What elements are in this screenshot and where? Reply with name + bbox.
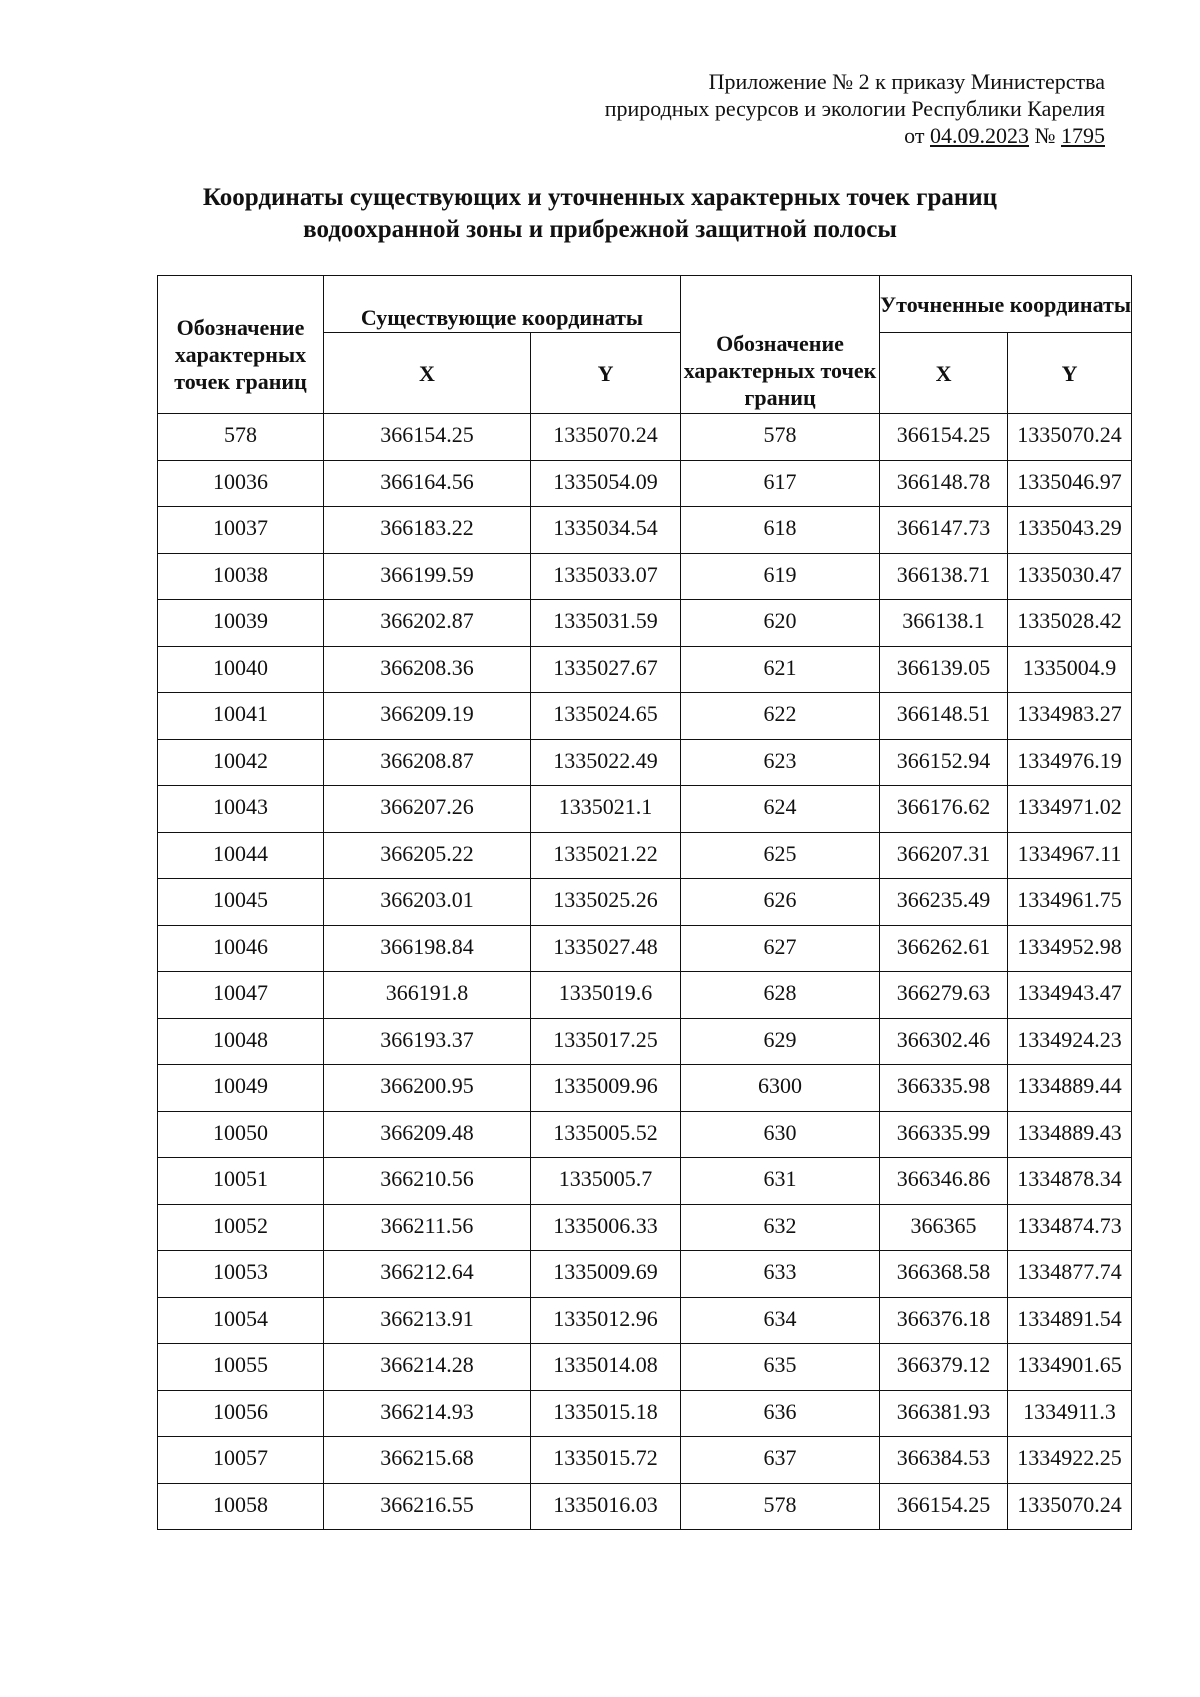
- table-row: [158, 414, 1132, 461]
- table-row: [158, 507, 1132, 554]
- existing-x: 366164.56: [324, 460, 531, 507]
- point-id-refined: 6300: [681, 1065, 880, 1112]
- point-id-existing: 578: [158, 414, 324, 461]
- refined-x: 366235.49: [880, 879, 1008, 926]
- table-row: [158, 1018, 1132, 1065]
- point-id-existing: 10054: [158, 1297, 324, 1344]
- point-id-existing: 10056: [158, 1390, 324, 1437]
- table-header-row-1: [158, 276, 1132, 333]
- refined-x: 366379.12: [880, 1344, 1008, 1391]
- refined-x: 366376.18: [880, 1297, 1008, 1344]
- refined-y: 1334891.54: [1008, 1297, 1132, 1344]
- table-row: [158, 553, 1132, 600]
- existing-y: 1335024.65: [531, 693, 681, 740]
- existing-x: 366209.19: [324, 693, 531, 740]
- point-id-refined: 578: [681, 414, 880, 461]
- point-id-existing: 10048: [158, 1018, 324, 1065]
- point-id-refined: 618: [681, 507, 880, 554]
- point-id-existing: 10053: [158, 1251, 324, 1298]
- point-id-existing: 10046: [158, 925, 324, 972]
- existing-x: 366202.87: [324, 600, 531, 647]
- refined-y: 1335070.24: [1008, 1483, 1132, 1530]
- refined-y: 1334967.11: [1008, 832, 1132, 879]
- point-id-existing: 10047: [158, 972, 324, 1019]
- refined-x: 366207.31: [880, 832, 1008, 879]
- existing-y: 1335009.96: [531, 1065, 681, 1112]
- table-row: [158, 646, 1132, 693]
- refined-y: 1334961.75: [1008, 879, 1132, 926]
- refined-y: 1334877.74: [1008, 1251, 1132, 1298]
- point-id-refined: 578: [681, 1483, 880, 1530]
- point-id-refined: 633: [681, 1251, 880, 1298]
- header-refined-x: X: [880, 333, 1008, 414]
- refined-y: 1334889.43: [1008, 1111, 1132, 1158]
- refined-y: 1334889.44: [1008, 1065, 1132, 1112]
- refined-y: 1334874.73: [1008, 1204, 1132, 1251]
- existing-x: 366199.59: [324, 553, 531, 600]
- refined-y: 1334976.19: [1008, 739, 1132, 786]
- existing-y: 1335015.72: [531, 1437, 681, 1484]
- point-id-existing: 10049: [158, 1065, 324, 1112]
- table-row: [158, 879, 1132, 926]
- table-row: [158, 832, 1132, 879]
- refined-x: 366302.46: [880, 1018, 1008, 1065]
- existing-y: 1335021.1: [531, 786, 681, 833]
- point-id-refined: 619: [681, 553, 880, 600]
- existing-x: 366154.25: [324, 414, 531, 461]
- refined-x: 366346.86: [880, 1158, 1008, 1205]
- header-existing-coordinates: Существующие координаты: [324, 276, 681, 333]
- refined-x: 366152.94: [880, 739, 1008, 786]
- existing-y: 1335022.49: [531, 739, 681, 786]
- refined-x: 366147.73: [880, 507, 1008, 554]
- order-number: 1795: [1061, 123, 1105, 148]
- existing-x: 366208.36: [324, 646, 531, 693]
- table-row: [158, 1437, 1132, 1484]
- refined-y: 1334983.27: [1008, 693, 1132, 740]
- refined-x: 366138.1: [880, 600, 1008, 647]
- header-number-prefix: №: [1029, 123, 1061, 148]
- refined-x: 366154.25: [880, 414, 1008, 461]
- point-id-refined: 630: [681, 1111, 880, 1158]
- existing-y: 1335054.09: [531, 460, 681, 507]
- existing-x: 366193.37: [324, 1018, 531, 1065]
- refined-x: 366335.98: [880, 1065, 1008, 1112]
- existing-y: 1335016.03: [531, 1483, 681, 1530]
- point-id-existing: 10050: [158, 1111, 324, 1158]
- table-row: [158, 739, 1132, 786]
- refined-y: 1334901.65: [1008, 1344, 1132, 1391]
- existing-x: 366208.87: [324, 739, 531, 786]
- refined-x: 366279.63: [880, 972, 1008, 1019]
- existing-x: 366200.95: [324, 1065, 531, 1112]
- order-date: 04.09.2023: [930, 123, 1029, 148]
- existing-y: 1335033.07: [531, 553, 681, 600]
- refined-x: 366368.58: [880, 1251, 1008, 1298]
- point-id-existing: 10055: [158, 1344, 324, 1391]
- existing-x: 366216.55: [324, 1483, 531, 1530]
- document-header: [605, 68, 1105, 149]
- existing-x: 366183.22: [324, 507, 531, 554]
- table-row: [158, 600, 1132, 647]
- table-row: [158, 1344, 1132, 1391]
- existing-x: 366198.84: [324, 925, 531, 972]
- table-body: [158, 414, 1132, 1530]
- table-row: [158, 1251, 1132, 1298]
- existing-x: 366213.91: [324, 1297, 531, 1344]
- refined-x: 366384.53: [880, 1437, 1008, 1484]
- header-point-designation-left: Обозначение характерных точек границ: [158, 276, 324, 414]
- existing-x: 366191.8: [324, 972, 531, 1019]
- point-id-refined: 623: [681, 739, 880, 786]
- existing-y: 1335070.24: [531, 414, 681, 461]
- point-id-existing: 10052: [158, 1204, 324, 1251]
- point-id-existing: 10044: [158, 832, 324, 879]
- refined-x: 366365: [880, 1204, 1008, 1251]
- point-id-refined: 635: [681, 1344, 880, 1391]
- refined-y: 1335028.42: [1008, 600, 1132, 647]
- refined-y: 1334924.23: [1008, 1018, 1132, 1065]
- header-refined-coordinates: Уточненные координаты: [880, 276, 1132, 333]
- point-id-refined: 629: [681, 1018, 880, 1065]
- existing-x: 366210.56: [324, 1158, 531, 1205]
- point-id-refined: 621: [681, 646, 880, 693]
- refined-x: 366381.93: [880, 1390, 1008, 1437]
- refined-y: 1335004.9: [1008, 646, 1132, 693]
- point-id-refined: 624: [681, 786, 880, 833]
- point-id-existing: 10043: [158, 786, 324, 833]
- refined-y: 1335070.24: [1008, 414, 1132, 461]
- existing-y: 1335027.67: [531, 646, 681, 693]
- header-existing-y: Y: [531, 333, 681, 414]
- point-id-existing: 10058: [158, 1483, 324, 1530]
- refined-y: 1335030.47: [1008, 553, 1132, 600]
- existing-y: 1335034.54: [531, 507, 681, 554]
- existing-x: 366207.26: [324, 786, 531, 833]
- refined-x: 366176.62: [880, 786, 1008, 833]
- point-id-existing: 10041: [158, 693, 324, 740]
- point-id-refined: 634: [681, 1297, 880, 1344]
- table-row: [158, 972, 1132, 1019]
- point-id-refined: 620: [681, 600, 880, 647]
- existing-x: 366205.22: [324, 832, 531, 879]
- existing-y: 1335005.52: [531, 1111, 681, 1158]
- refined-x: 366148.51: [880, 693, 1008, 740]
- coordinates-table: [157, 275, 1132, 1530]
- existing-x: 366203.01: [324, 879, 531, 926]
- header-line-3: [605, 122, 1105, 149]
- existing-y: 1335006.33: [531, 1204, 681, 1251]
- refined-x: 366148.78: [880, 460, 1008, 507]
- table-row: [158, 1483, 1132, 1530]
- existing-x: 366214.28: [324, 1344, 531, 1391]
- refined-y: 1334952.98: [1008, 925, 1132, 972]
- refined-x: 366335.99: [880, 1111, 1008, 1158]
- refined-y: 1335043.29: [1008, 507, 1132, 554]
- refined-x: 366262.61: [880, 925, 1008, 972]
- table-row: [158, 693, 1132, 740]
- point-id-refined: 637: [681, 1437, 880, 1484]
- table-row: [158, 460, 1132, 507]
- point-id-existing: 10040: [158, 646, 324, 693]
- header-date-prefix: от: [904, 123, 930, 148]
- point-id-refined: 628: [681, 972, 880, 1019]
- existing-y: 1335009.69: [531, 1251, 681, 1298]
- point-id-existing: 10037: [158, 507, 324, 554]
- point-id-refined: 626: [681, 879, 880, 926]
- refined-y: 1334878.34: [1008, 1158, 1132, 1205]
- header-point-designation-right: Обозначение характерных точек границ: [681, 276, 880, 414]
- title-line-2: водоохранной зоны и прибрежной защитной полосы: [303, 216, 897, 243]
- existing-x: 366209.48: [324, 1111, 531, 1158]
- refined-y: 1334971.02: [1008, 786, 1132, 833]
- point-id-refined: 617: [681, 460, 880, 507]
- existing-y: 1335019.6: [531, 972, 681, 1019]
- existing-y: 1335021.22: [531, 832, 681, 879]
- point-id-refined: 632: [681, 1204, 880, 1251]
- refined-x: 366139.05: [880, 646, 1008, 693]
- existing-y: 1335027.48: [531, 925, 681, 972]
- point-id-existing: 10045: [158, 879, 324, 926]
- table-row: [158, 786, 1132, 833]
- existing-y: 1335014.08: [531, 1344, 681, 1391]
- existing-x: 366215.68: [324, 1437, 531, 1484]
- header-line-1: Приложение № 2 к приказу Министерства: [708, 69, 1105, 94]
- refined-y: 1334911.3: [1008, 1390, 1132, 1437]
- refined-y: 1335046.97: [1008, 460, 1132, 507]
- point-id-refined: 627: [681, 925, 880, 972]
- refined-y: 1334943.47: [1008, 972, 1132, 1019]
- point-id-existing: 10051: [158, 1158, 324, 1205]
- point-id-existing: 10039: [158, 600, 324, 647]
- table-row: [158, 1158, 1132, 1205]
- point-id-existing: 10038: [158, 553, 324, 600]
- table-row: [158, 1065, 1132, 1112]
- existing-x: 366214.93: [324, 1390, 531, 1437]
- point-id-existing: 10036: [158, 460, 324, 507]
- header-refined-y: Y: [1008, 333, 1132, 414]
- refined-x: 366138.71: [880, 553, 1008, 600]
- refined-x: 366154.25: [880, 1483, 1008, 1530]
- table-row: [158, 1111, 1132, 1158]
- title-line-1: Координаты существующих и уточненных характерных точек границ: [202, 184, 998, 211]
- table-row: [158, 1390, 1132, 1437]
- existing-y: 1335025.26: [531, 879, 681, 926]
- existing-y: 1335005.7: [531, 1158, 681, 1205]
- refined-y: 1334922.25: [1008, 1437, 1132, 1484]
- existing-y: 1335017.25: [531, 1018, 681, 1065]
- point-id-refined: 625: [681, 832, 880, 879]
- header-line-2: природных ресурсов и экологии Республики Карелия: [604, 96, 1105, 121]
- existing-x: 366211.56: [324, 1204, 531, 1251]
- point-id-existing: 10057: [158, 1437, 324, 1484]
- table-row: [158, 925, 1132, 972]
- existing-y: 1335012.96: [531, 1297, 681, 1344]
- header-existing-x: X: [324, 333, 531, 414]
- existing-x: 366212.64: [324, 1251, 531, 1298]
- existing-y: 1335015.18: [531, 1390, 681, 1437]
- document-title: [150, 182, 1050, 246]
- point-id-refined: 636: [681, 1390, 880, 1437]
- table-row: [158, 1204, 1132, 1251]
- table-row: [158, 1297, 1132, 1344]
- point-id-refined: 622: [681, 693, 880, 740]
- point-id-existing: 10042: [158, 739, 324, 786]
- point-id-refined: 631: [681, 1158, 880, 1205]
- existing-y: 1335031.59: [531, 600, 681, 647]
